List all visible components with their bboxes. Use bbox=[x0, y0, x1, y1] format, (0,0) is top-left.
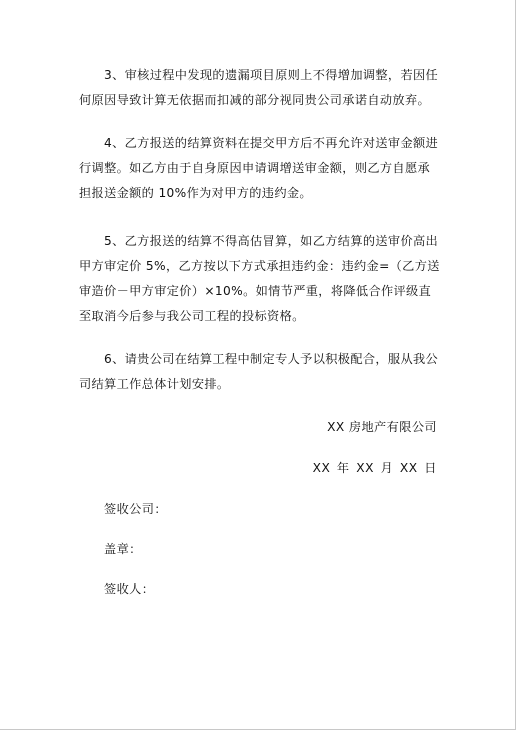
seal-label: 盖章： bbox=[104, 542, 142, 556]
clause-3: 3、审核过程中发现的遗漏项目原则上不得增加调整，若因任何原因导致计算无依据而扣减的部分视同贵公司承诺自动放弃。 bbox=[79, 68, 439, 107]
clause-6: 6、请贵公司在结算工程中制定专人予以积极配合，服从我公司结算工作总体计划安排。 bbox=[79, 352, 439, 391]
clause-4: 4、乙方报送的结算资料在提交甲方后不再允许对送审金额进行调整。如乙方由于自身原因申请调增送审金额，则乙方自愿承担报送金额的 10%作为对甲方的违约金。 bbox=[79, 136, 439, 200]
clause-5: 5、乙方报送的结算不得高估冒算，如乙方结算的送审价高出甲方审定价 5%，乙方按以下方式承担违约金：违约金=（乙方送审造价－甲方审定价）×10%。如情节严重，将降低合作评级直至取消今后参与我公司工程的投标资格。 bbox=[79, 234, 440, 323]
signer-label: 签收人： bbox=[104, 582, 155, 596]
issuer-company: XX 房地产有限公司 bbox=[327, 420, 437, 434]
issue-date: XX 年 XX 月 XX 日 bbox=[312, 461, 437, 475]
receiving-company-label: 签收公司： bbox=[104, 502, 167, 516]
